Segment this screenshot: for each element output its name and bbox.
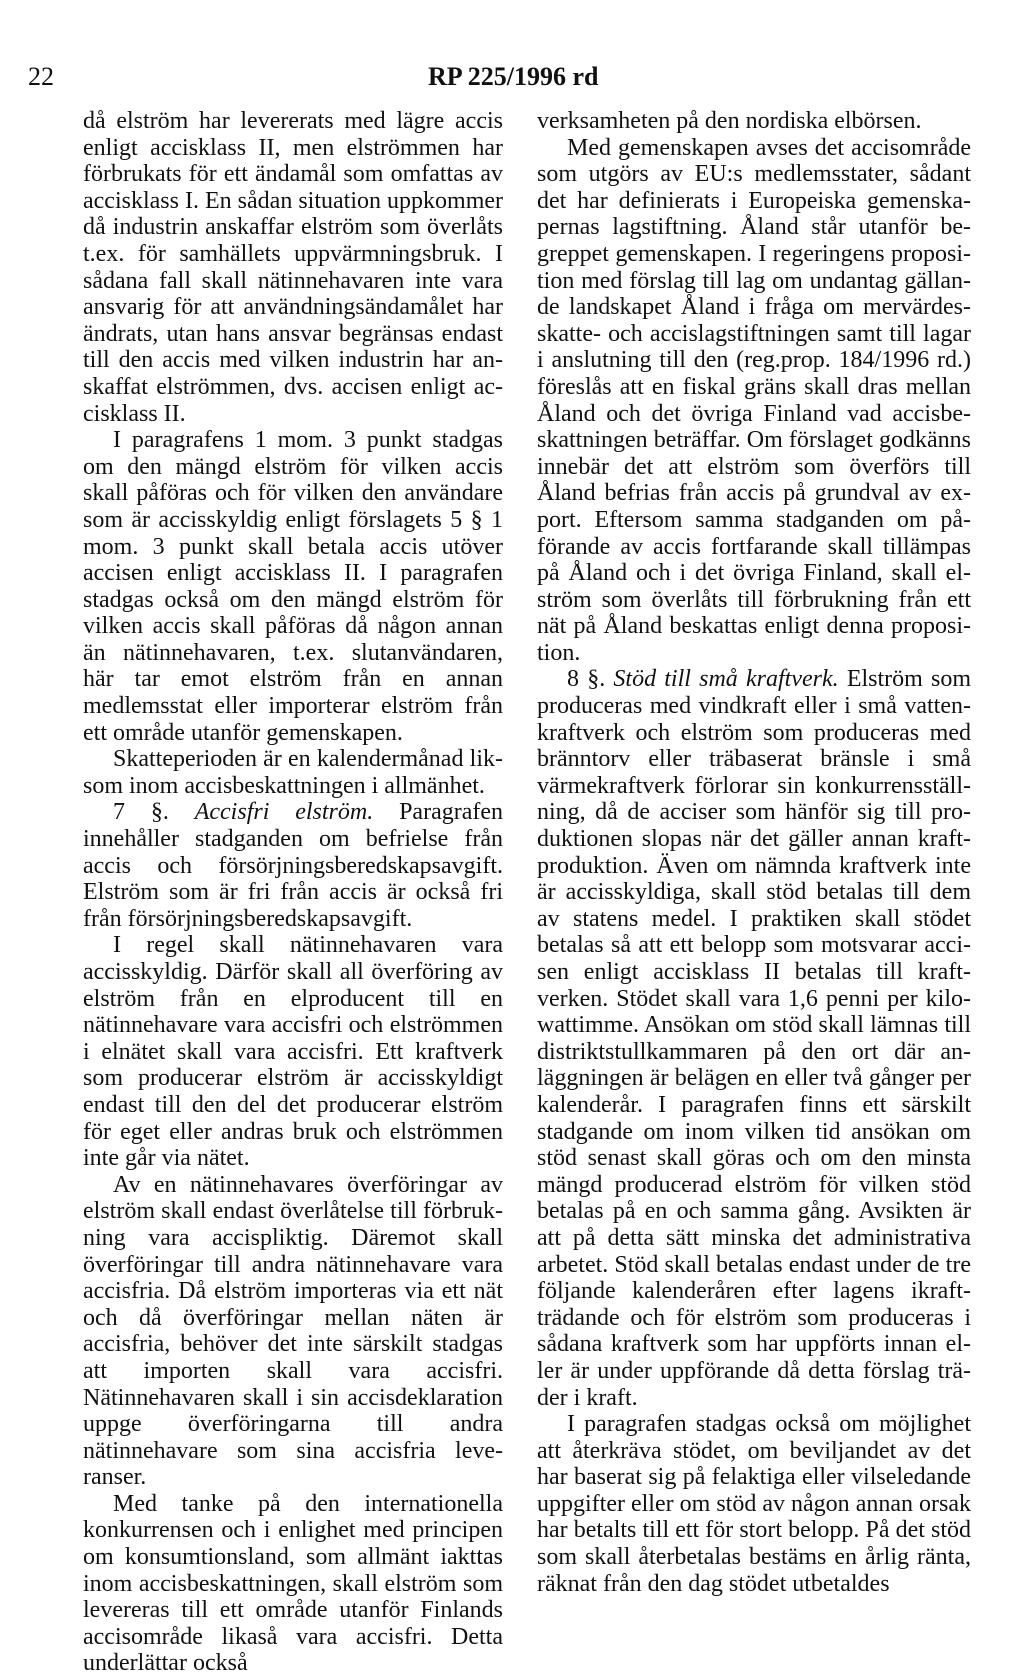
paragraph: verksamheten på den nordiska elbörsen.	[537, 108, 922, 134]
section-text: Elström som produceras med vindkraft eller i små vattenkraftverk och elström som produceras med bränntorv eller träbaserat bränsle i små värmekraftverk förlorar sin konkurrensställning, då de acciser som hänför sig till produktionen slopas när det gäller annan kraftproduktion. Även om nämnda kraftverk inte är accisskyldiga, skall stöd betalas till dem av statens medel. I praktiken skall stödet betalas så att ett belopp som motsvarar accisen enligt accisklass II betalas till kraftverken. Stödet skall vara 1,6 penni per kilowattimme. Ansökan om stöd skall lämnas till distriktstullkammaren på den ort där anläggningen är belägen en eller två gånger per kalenderår. I paragrafen finns ett särskilt stadgande om inom vilken tid ansökan om stöd senast skall göras och om den minsta mängd producerad elström för vilken stöd betalas på en och samma gång. Avsikten är att på detta sätt minska det administrativa arbetet. Stöd skall betalas endast under de tre följande kalenderåren efter lagens ikraftträdande och för elström som produceras i sådana kraftverk som har uppförts innan eller är under uppförande då detta förslag träder i kraft.	[537, 666, 972, 1411]
section-number: 7 §.	[113, 799, 169, 826]
paragraph: I paragrafens 1 mom. 3 punkt stadgas om den mängd elström för vilken accis skall påföras och för vilken den användare som är accisskyldig enligt förslagets 5 § 1 mom. 3 punkt skall betala accis utöver accisen enligt accisklass II. I paragrafen stadgas också om den mängd elström för vilken accis skall påföras då någon annan än nätinnehavaren, t.ex. slutanvändaren, här tar emot elström från en annan medlemsstat eller importerar elström från ett område utanför gemenskapen.	[83, 427, 503, 746]
page-number: 22	[28, 62, 54, 91]
paragraph: Av en nätinnehavares överföringar av elström skall endast överlåtelse till förbrukning vara accispliktig. Däremot skall överföringar till andra nätinnehavare vara accisfria. Då elström importeras via ett nät och då överföringar mellan näten är accisfria, behöver det inte särskilt stadgas att importen skall vara accisfri. Nätinnehavaren skall i sin accisdeklaration uppge överföringarna till andra nätinnehavare som sina accisfria leveranser.	[83, 1171, 503, 1491]
paragraph: då elström har levererats med lägre accis enligt accisklass II, men elströmmen har förbrukats för ett ändamål som omfattas av accisklass I. En sådan situation uppkommer då industrin anskaffar elström som överlåts t.ex. för samhällets uppvärmningsbruk. I sådana fall skall nätinnehavaren inte vara ansvarig för att användningsändamålet har ändrats, utan hans ansvar begränsas endast till den accis med vilken industrin har anskaffat elströmmen, dvs. accisen enligt accisklass II.	[83, 108, 503, 427]
paragraph: Med tanke på den internationella konkurrensen och i enlighet med principen om konsumtionsland, som allmänt iakttas inom accisbeskattningen, skall elström som levereras till ett område utanför Finlands accisområde likaså vara accisfri. Detta underlättar också	[83, 1490, 503, 1677]
left-column	[83, 108, 503, 1677]
section-text: Paragrafen innehåller stadganden om befrielse från accis och försörjningsberedskapsavgift. Elström som är fri från accis är också fri från försörjningsberedskapsavgift.	[83, 799, 504, 932]
section-heading: Accisfri elström.	[194, 799, 374, 826]
section-number: 8 §.	[567, 666, 606, 693]
right-column	[537, 108, 971, 1597]
paragraph: I paragrafen stadgas också om möjlighet att återkräva stödet, om beviljandet av det har baserat sig på felaktiga eller vilseledande uppgifter eller om stöd av någon annan orsak har betalts till ett för stort belopp. På det stöd som skall återbetalas bestäms en årlig ränta, räknat från den dag stödet utbetaldes	[537, 1411, 971, 1597]
section-7-paragraph	[83, 799, 503, 932]
running-head: RP 225/1996 rd	[428, 62, 599, 91]
section-8-paragraph	[537, 666, 971, 1411]
paragraph: Med gemenskapen avses det accisområde som utgörs av EU:s medlemsstater, sådant det har definierats i Europeiska gemenskapernas lagstiftning. Åland står utanför begreppet gemenskapen. I regeringens proposition med förslag till lag om undantag gällande landskapet Åland i fråga om mervärdesskatte- och accislagstiftningen samt till lagar i anslutning till den (reg.prop. 184/1996 rd.) föreslås att en fiskal gräns skall dras mellan Åland och det övriga Finland vad accisbeskattningen beträffar. Om förslaget godkänns innebär det att elström som överförs till Åland befrias från accis på grundval av export. Eftersom samma stadganden om påförande av accis fortfarande skall tillämpas på Åland och i det övriga Finland, skall elström som överlåts till förbrukning från ett nät på Åland beskattas enligt denna proposition.	[537, 134, 971, 666]
paragraph: Skatteperioden är en kalendermånad liksom inom accisbeskattningen i allmänhet.	[83, 746, 503, 799]
paragraph: I regel skall nätinnehavaren vara accisskyldig. Därför skall all överföring av elström från en elproducent till en nätinnehavare vara accisfri och elströmmen i elnätet skall vara accisfri. Ett kraftverk som producerar elström är accisskyldigt endast till den del det producerar elström för eget eller andras bruk och elströmmen inte går via nätet.	[83, 932, 503, 1172]
section-heading: Stöd till små kraftverk.	[613, 666, 839, 693]
